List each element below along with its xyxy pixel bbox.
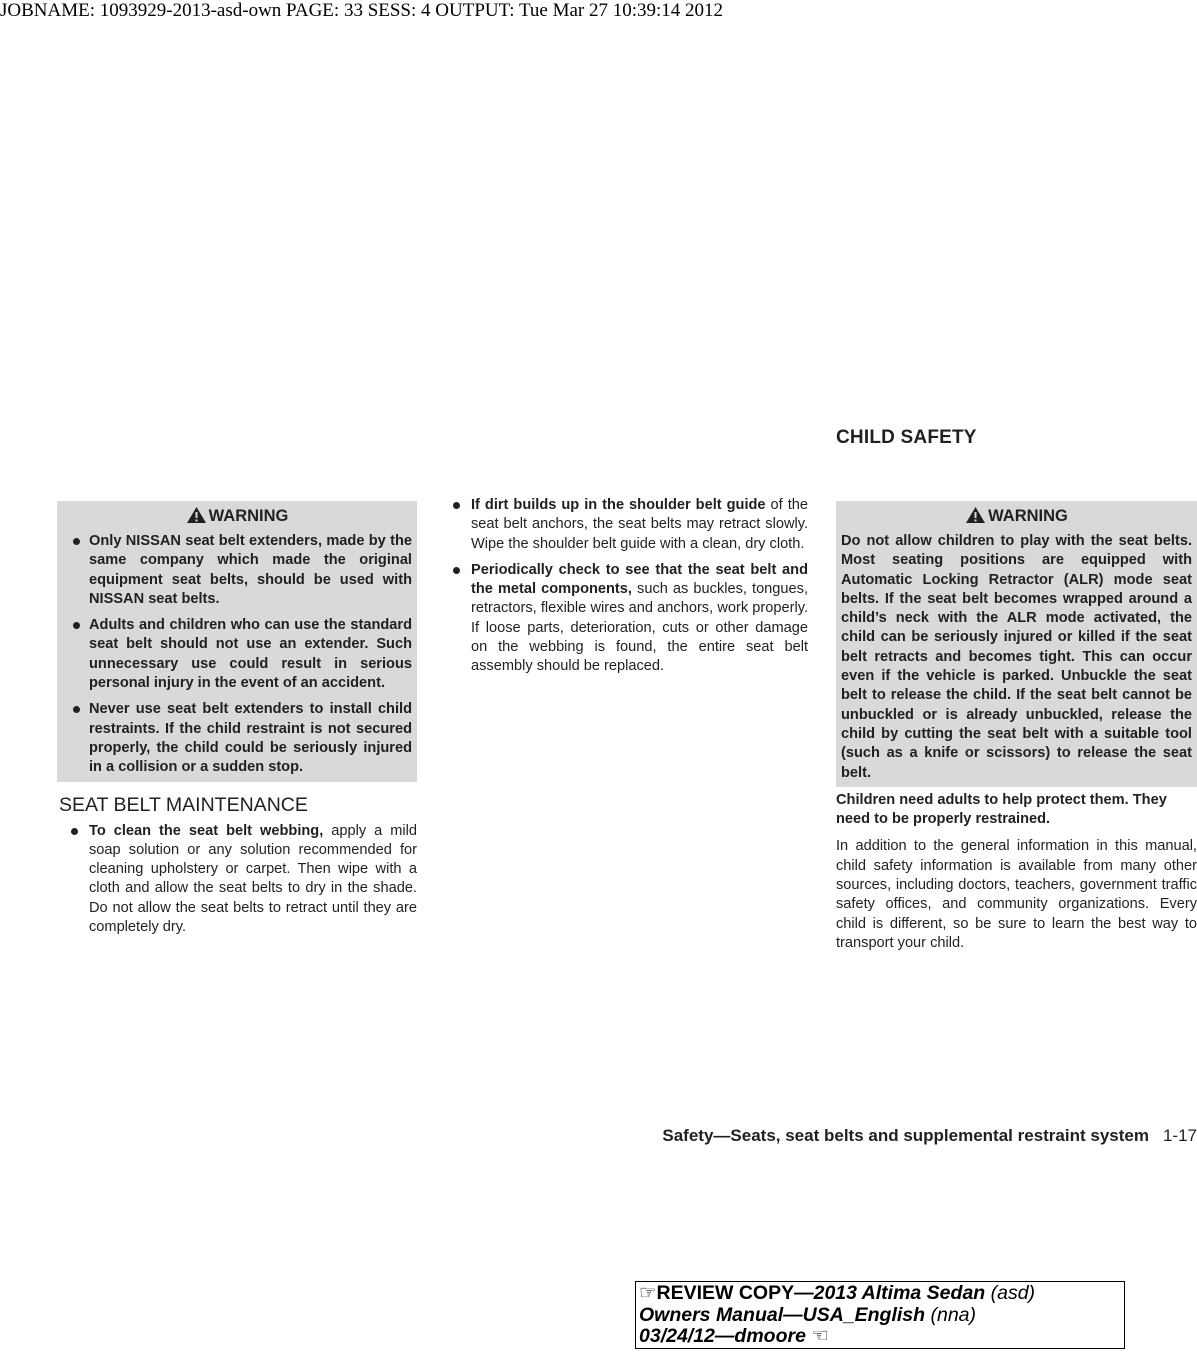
review-line-1: ☞REVIEW COPY—2013 Altima Sedan (asd) [639, 1282, 1036, 1304]
warning-text: Do not allow children to play with the seat belts. Most seating positions are equipped with Automatic Locking Retractor (ALR) mode seat belts. If the seat belt becomes wrapped around a child’s neck with the ALR mode activated, the child can be seriously injured or killed if the seat belt retracts and becomes tight. This can occur even if the vehicle is parked. Unbuckle the seat belt to release the child. If the seat belt cannot be unbuckled or is already unbuckled, release the child by cutting the seat belt with a suitable tool (such as a knife or scissors) to release the seat belt. [841, 533, 1192, 781]
child-lead-paragraph: Children need adults to help protect them. They need to be properly restrained. [836, 791, 1167, 828]
pointing-hand-icon: ☞ [639, 1282, 657, 1304]
list-item: If dirt builds up in the shoulder belt guide of the seat belt anchors, the seat belts may retract slowly. Wipe the shoulder belt guide with a clean, dry cloth. [447, 496, 808, 554]
section-title: CHILD SAFETY [836, 427, 977, 448]
list-item: Never use seat belt extenders to install child restraints. If the child restraint is not secured properly, the child could be seriously injured in a collision or a sudden stop. [70, 700, 412, 777]
maintenance-heading: SEAT BELT MAINTENANCE [59, 793, 308, 816]
page-number: 1-17 [1162, 1126, 1197, 1145]
bullet-icon [71, 828, 78, 835]
column-right [836, 501, 1197, 953]
warning-heading: WARNING [841, 505, 1192, 527]
column-left [57, 501, 417, 937]
page-footer [596, 1126, 1197, 1146]
review-copy-box [635, 1281, 1125, 1349]
review-line-2: Owners Manual—USA_English (nna) [639, 1303, 977, 1326]
warning-box-extenders [57, 501, 417, 782]
footer-title: Safety—Seats, seat belts and supplemental restraint system [662, 1126, 1149, 1145]
warning-triangle-icon [186, 506, 207, 524]
review-line-3: 03/24/12—dmoore ☜ [639, 1325, 829, 1347]
list-item: Periodically check to see that the seat belt and the metal components, such as buckles, tongues, retractors, flexible wires and anchors, work properly. If loose parts, deterioration, cuts or other damage on the webbing is found, the entire seat belt assembly should be replaced. [447, 561, 808, 677]
warning-triangle-icon [965, 506, 986, 524]
list-item: Adults and children who can use the standard seat belt should not use an extender. Such unnecessary use could result in serious personal injury in the event of an accident. [70, 616, 412, 693]
warning-heading: WARNING [62, 505, 412, 527]
warning-box-children [836, 501, 1197, 787]
job-header-line: JOBNAME: 1093929-2013-asd-own PAGE: 33 SESS: 4 OUTPUT: Tue Mar 27 10:39:14 2012 [0, 0, 724, 21]
child-body-paragraph: In addition to the general information in this manual, child safety information is available from many other sources, including doctors, teachers, government traffic safety offices, and community organizations. Every child is different, so be sure to learn the best way to transport your child. [836, 838, 1197, 951]
bullet-icon [73, 622, 80, 629]
list-item: Only NISSAN seat belt extenders, made by the same company which made the original equipment seat belts, should be used with NISSAN seat belts. [70, 532, 412, 609]
bullet-icon [453, 567, 460, 574]
bullet-icon [73, 706, 80, 713]
list-item: To clean the seat belt webbing, apply a mild soap solution or any solution recommended for cleaning upholstery or carpet. Then wipe with a cloth and allow the seat belts to dry in the shade. Do not allow the seat belts to retract until they are completely dry. [65, 822, 417, 938]
pointing-hand-left-icon: ☜ [811, 1325, 829, 1347]
column-middle [447, 496, 808, 677]
bullet-icon [453, 502, 460, 509]
bullet-icon [73, 538, 80, 545]
